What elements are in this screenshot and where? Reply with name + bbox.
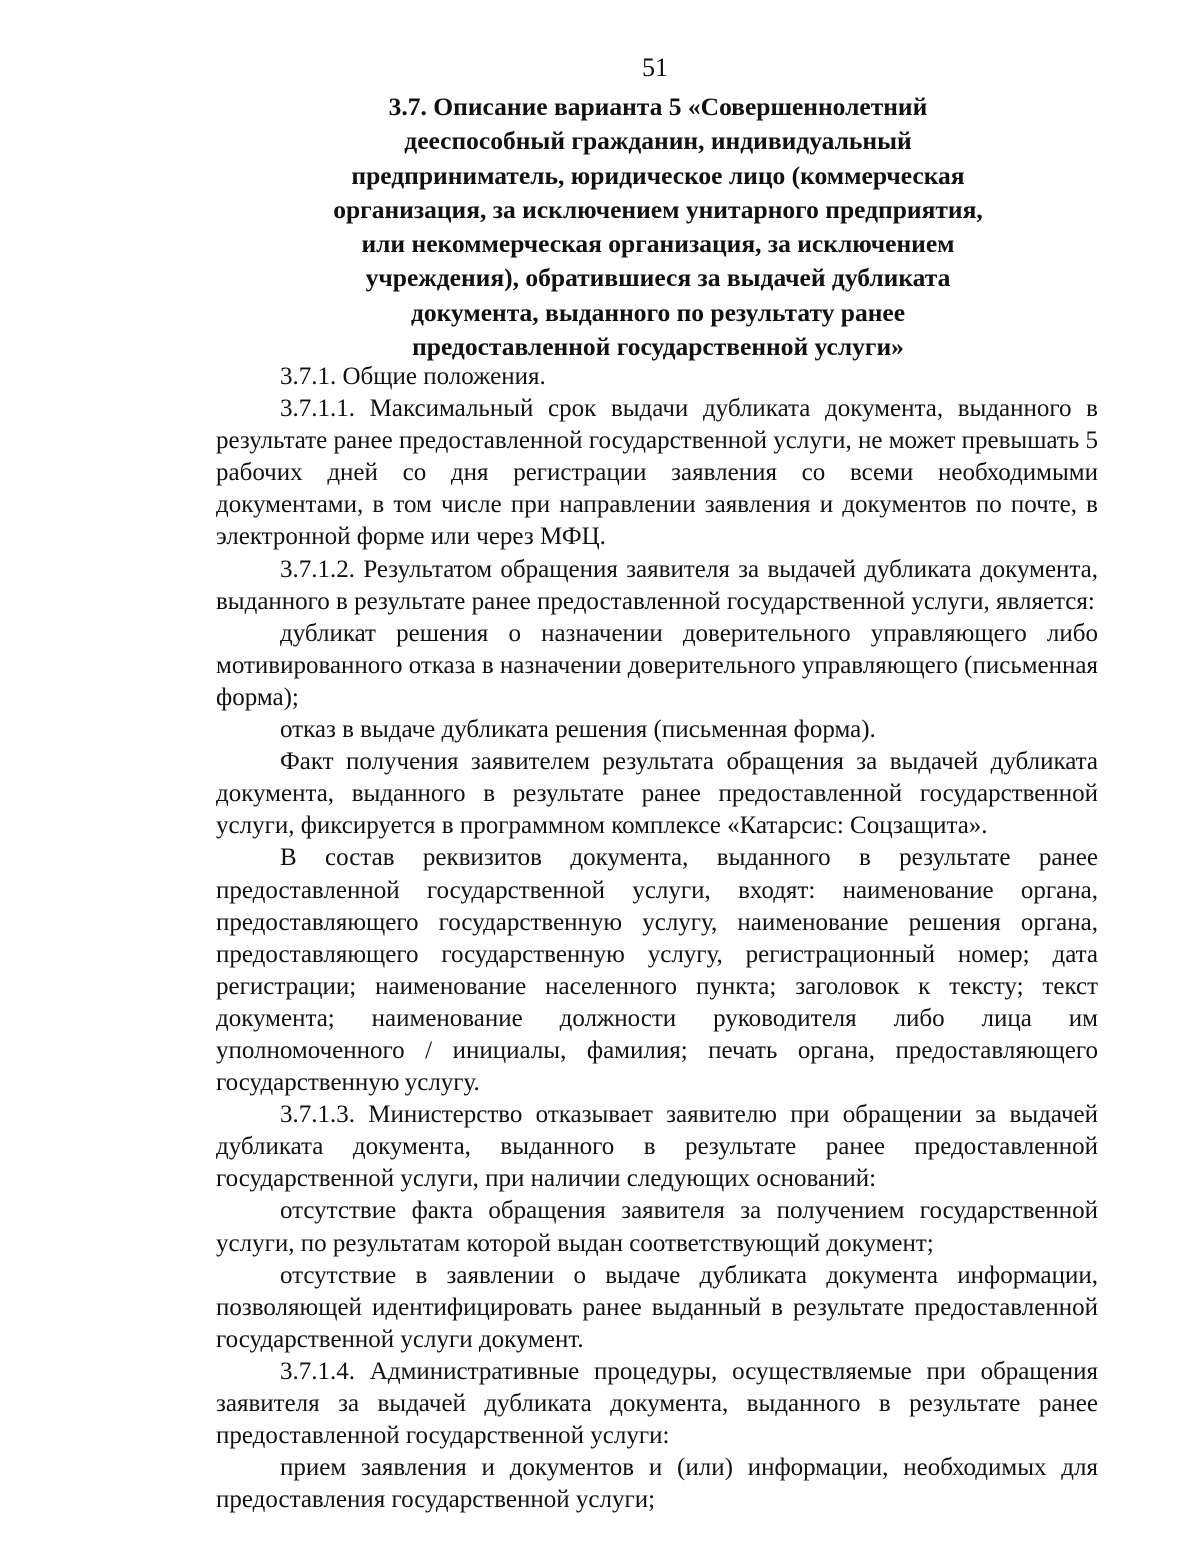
body-paragraph: отсутствие факта обращения заявителя за получением государственной услуги, по результатам которой выдан соответствующий документ; <box>216 1197 1098 1257</box>
document-body <box>216 361 1098 1516</box>
body-paragraph: 3.7.1.2. Результатом обращения заявителя за выдачей дубликата документа, выданного в результате ранее предоставленной государственной услуги, является: <box>216 555 1098 615</box>
section-heading-line: документа, выданного по результату ранее <box>410 297 906 327</box>
section-heading-line: 3.7. Описание варианта 5 «Совершеннолетний <box>388 92 928 121</box>
section-heading-line: предприниматель, юридическое лицо (коммерческая <box>351 160 965 190</box>
section-heading-line: организация, за исключением унитарного предприятия, <box>333 194 983 224</box>
section-heading-line: или некоммерческая организация, за исключением <box>361 229 955 259</box>
body-paragraph: В состав реквизитов документа, выданного в результате ранее предоставленной государственной услуги, входят: наименование органа, предоставляющего государственную услугу, наименование решения органа, предоставляющего государственную услугу, регистрационный номер; дата регистрации; наименование населенного пункта; заголовок к тексту; текст документа; наименование должности руководителя либо лица им уполномоченного / инициалы, фамилия; печать органа, предоставляющего государственную услугу. <box>216 844 1098 1097</box>
section-heading <box>300 90 1016 364</box>
body-paragraph: отсутствие в заявлении о выдаче дубликата документа информации, позволяющей идентифицировать ранее выданный в результате предоставленной государственной услуги документ. <box>216 1261 1098 1353</box>
subsection-title: 3.7.1. Общие положения. <box>280 363 546 390</box>
page-number: 51 <box>642 53 668 82</box>
section-heading-line: учреждения), обратившиеся за выдачей дубликата <box>365 263 951 293</box>
body-paragraph: 3.7.1.1. Максимальный срок выдачи дубликата документа, выданного в результате ранее предоставленной государственной услуги, не может превышать 5 рабочих дней со дня регистрации заявления со всеми необходимыми документами, в том числе при направлении заявления и документов по почте, в электронной форме или через МФЦ. <box>216 395 1098 551</box>
body-paragraph: 3.7.1.3. Министерство отказывает заявителю при обращении за выдачей дубликата документа, выданного в результате ранее предоставленной государственной услуги, при наличии следующих оснований: <box>216 1101 1098 1193</box>
body-paragraph: прием заявления и документов и (или) информации, необходимых для предоставления государственной услуги; <box>216 1454 1098 1514</box>
section-heading-line: дееспособный гражданин, индивидуальный <box>404 126 912 156</box>
body-paragraph: отказ в выдаче дубликата решения (письменная форма). <box>280 716 876 744</box>
body-paragraph: Факт получения заявителем результата обращения за выдачей дубликата документа, выданного в результате ранее предоставленной государственной услуги, фиксируется в программном комплексе «Катарсис: Соцзащита». <box>216 748 1098 840</box>
body-paragraph: 3.7.1.4. Административные процедуры, осуществляемые при обращения заявителя за выдачей дубликата документа, выданного в результате ранее предоставленной государственной услуги: <box>216 1357 1098 1450</box>
section-heading-line: предоставленной государственной услуги» <box>412 332 904 362</box>
body-paragraph: дубликат решения о назначении доверительного управляющего либо мотивированного отказа в назначении доверительного управляющего (письменная форма); <box>216 619 1098 711</box>
